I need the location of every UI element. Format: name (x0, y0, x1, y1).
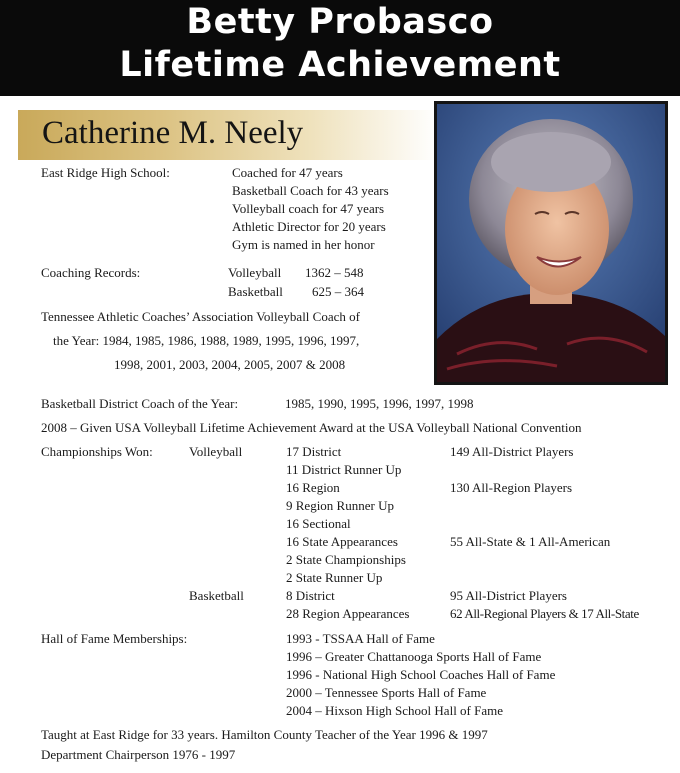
header-title-line2: Lifetime Achievement (119, 45, 561, 85)
basketball-item: 8 District (286, 588, 335, 603)
tac-line2: the Year: 1984, 1985, 1986, 1988, 1989, 1995, 1996, 1997, (53, 333, 360, 348)
school-item: Athletic Director for 20 years (232, 219, 386, 234)
basketball-item: 28 Region Appearances (286, 606, 410, 621)
volleyball-players: 55 All-State & 1 All-American (450, 534, 611, 549)
volleyball-players: 149 All-District Players (450, 444, 574, 459)
district-years: 1985, 1990, 1995, 1996, 1997, 1998 (285, 396, 474, 411)
basketball-label: Basketball (189, 588, 244, 603)
hof-label: Hall of Fame Memberships: (41, 631, 188, 646)
portrait-photo (434, 101, 668, 385)
footer-line2: Department Chairperson 1976 - 1997 (41, 747, 236, 762)
hof-item: 2004 – Hixson High School Hall of Fame (286, 703, 504, 718)
school-item: Gym is named in her honor (232, 237, 375, 252)
header-title-line1: Betty Probasco (186, 2, 494, 42)
tac-line3: 1998, 2001, 2003, 2004, 2005, 2007 & 2008 (114, 357, 346, 372)
volleyball-item: 9 Region Runner Up (286, 498, 394, 513)
tac-line1: Tennessee Athletic Coaches’ Association Volleyball Coach of (41, 309, 360, 324)
hof-item: 2000 – Tennessee Sports Hall of Fame (286, 685, 487, 700)
records-value: 1362 – 548 (305, 265, 364, 280)
hof-item: 1993 - TSSAA Hall of Fame (286, 631, 435, 646)
championships-label: Championships Won: (41, 444, 153, 459)
hof-item: 1996 - National High School Coaches Hall of Fame (286, 667, 556, 682)
usa-award: 2008 – Given USA Volleyball Lifetime Achievement Award at the USA Volleyball National Convention (41, 420, 582, 435)
portrait-photo-icon (437, 104, 665, 382)
school-item: Basketball Coach for 43 years (232, 183, 389, 198)
basketball-players: 95 All-District Players (450, 588, 567, 603)
footer-line1: Taught at East Ridge for 33 years. Hamilton County Teacher of the Year 1996 & 1997 (41, 727, 488, 742)
name-banner (18, 110, 438, 160)
basketball-players: 62 All-Regional Players & 17 All-State (450, 606, 639, 621)
district-label: Basketball District Coach of the Year: (41, 396, 239, 411)
volleyball-item: 17 District (286, 444, 342, 459)
volleyball-item: 16 State Appearances (286, 534, 398, 549)
school-item: Volleyball coach for 47 years (232, 201, 385, 216)
honoree-name: Catherine M. Neely (42, 115, 304, 151)
school-label: East Ridge High School: (41, 165, 170, 180)
volleyball-item: 2 State Runner Up (286, 570, 383, 585)
volleyball-item: 16 Sectional (286, 516, 351, 531)
volleyball-item: 16 Region (286, 480, 340, 495)
volleyball-item: 2 State Championships (286, 552, 406, 567)
records-sport: Volleyball (228, 265, 282, 280)
records-label: Coaching Records: (41, 265, 141, 280)
volleyball-item: 11 District Runner Up (286, 462, 402, 477)
hof-item: 1996 – Greater Chattanooga Sports Hall of Fame (286, 649, 542, 664)
volleyball-label: Volleyball (189, 444, 243, 459)
records-value: 625 – 364 (312, 284, 364, 299)
records-sport: Basketball (228, 284, 283, 299)
school-item: Coached for 47 years (232, 165, 343, 180)
volleyball-players: 130 All-Region Players (450, 480, 573, 495)
header-banner (0, 0, 680, 96)
